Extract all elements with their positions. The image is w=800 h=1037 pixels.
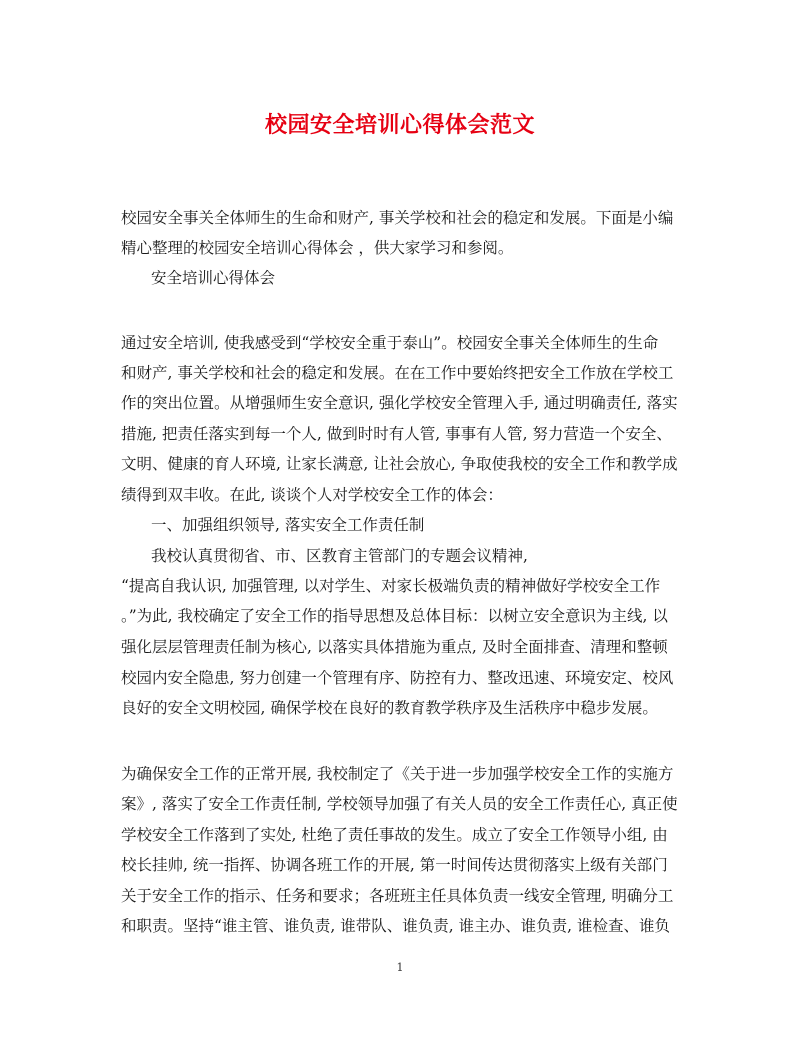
section-heading: 一、加强组织领导, 落实安全工作责任制 [151,516,425,534]
body-line: 绩得到双丰收。在此, 谈谈个人对学校安全工作的体会： [121,486,503,504]
body-line: “提高自我认识, 加强管理, 以对学生、对家长极端负责的精神做好学校安全工作 [121,577,661,595]
body-line: 精心整理的校园安全培训心得体会 ，供大家学习和参阅。 [121,239,514,257]
body-line: 我校认真贯彻省、市、区教育主管部门的专题会议精神, [151,547,528,565]
body-line: 校园安全事关全体师生的生命和财产, 事关学校和社会的稳定和发展。下面是小编 [121,209,674,227]
section-heading: 安全培训心得体会 [151,269,276,287]
body-line: 校长挂帅, 统一指挥、协调各班工作的开展, 第一时间传达贯彻落实上级有关部门 [121,856,668,874]
body-line: 关于安全工作的指示、任务和要求；各班班主任具体负责一线安全管理, 明确分工 [121,887,674,905]
body-line: 案》, 落实了安全工作责任制, 学校领导加强了有关人员的安全工作责任心, 真正使 [121,795,678,813]
body-line: 和职责。坚持“谁主管、谁负责, 谁带队、谁负责, 谁主办、谁负责, 谁检查、谁负 [121,917,670,935]
body-line: 措施, 把责任落实到每一个人, 做到时时有人管, 事事有人管, 努力营造一个安全、 [121,425,672,443]
page-number: 1 [396,961,404,974]
page-title: 校园安全培训心得体会范文 [264,112,535,138]
body-line: 校园内安全隐患, 努力创建一个管理有序、防控有力、整改迅速、环境安定、校风 [121,669,674,687]
body-line: 通过安全培训, 使我感受到“学校安全重于泰山”。校园安全事关全体师生的生命 [121,334,659,352]
body-line: 和财产, 事关学校和社会的稳定和发展。在在工作中要始终把安全工作放在学校工 [121,364,674,382]
body-line: 良好的安全文明校园, 确保学校在良好的教育教学秩序及生活秩序中稳步发展。 [121,699,658,717]
body-line: 为确保安全工作的正常开展, 我校制定了《关于进一步加强学校安全工作的实施方 [121,765,674,783]
body-line: 文明、健康的育人环境, 让家长满意, 让社会放心, 争取使我校的安全工作和教学成 [121,455,678,473]
body-line: 强化层层管理责任制为核心, 以落实具体措施为重点, 及时全面排查、清理和整顿 [121,638,668,656]
body-line: 作的突出位置。从增强师生安全意识, 强化学校安全管理入手, 通过明确责任, 落实 [121,394,678,412]
body-line: 。”为此, 我校确定了安全工作的指导思想及总体目标：以树立安全意识为主线, 以 [121,607,668,625]
body-line: 学校安全工作落到了实处, 杜绝了责任事故的发生。成立了安全工作领导小组, 由 [121,826,668,844]
